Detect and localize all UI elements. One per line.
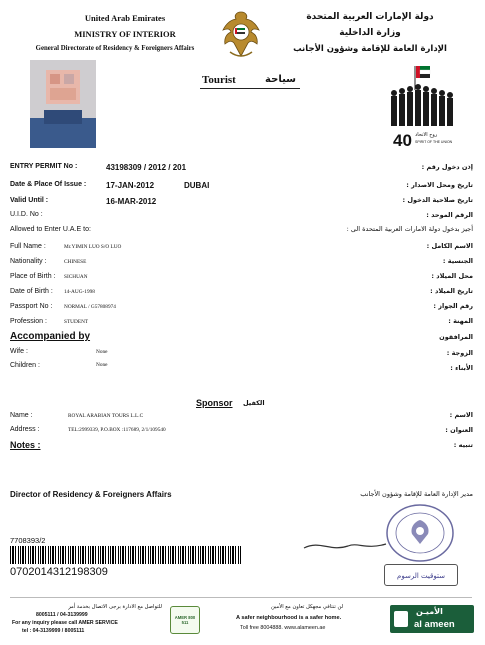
profession-label: Profession : <box>10 318 47 325</box>
children-label: Children : <box>10 362 40 369</box>
allowed-label: Allowed to Enter U.A.E to: <box>10 226 91 233</box>
director-title-ar: مدير الإدارة العامة للإقامة وشؤون الأجانب <box>360 490 473 498</box>
full-name-label: Full Name : <box>10 243 46 250</box>
uae-emblem <box>218 8 264 62</box>
alameen-logo <box>390 605 474 633</box>
header-ministry-ar: وزارة الداخلية <box>339 28 401 38</box>
full-name-value: Mr.YIMIN LUO S/O LUO <box>64 244 122 250</box>
notes-ar: تنبيه : <box>453 441 473 449</box>
sponsor-name-value: ROYAL ARABIAN TOURS L.L.C <box>68 413 144 419</box>
footer-left-line1: 8005111 / 04-3139999 <box>36 612 88 618</box>
footer-left-line3: tel : 04-3139999 / 8005111 <box>22 628 85 634</box>
applicant-photo <box>30 60 96 148</box>
barcode <box>10 546 242 564</box>
dob-value: 14-AUG-1998 <box>64 289 95 295</box>
footer-mid-ar: لن تنتافي مجهكل تعاون مع الأمين <box>270 604 344 610</box>
amer-logo-text: AMER 800 511 <box>174 615 196 625</box>
dob-ar: تاريخ الميلاد : <box>430 287 473 295</box>
director-title-en: Director of Residency & Foreigners Affairs <box>10 490 172 499</box>
birth-place-value: SICHUAN <box>64 274 88 280</box>
fee-signature-ar <box>384 564 458 586</box>
accompanied-heading-ar: المرافقون <box>439 333 473 341</box>
visa-type-en: Tourist <box>202 74 236 86</box>
passport-value: NORMAL / G57808974 <box>64 304 116 310</box>
sponsor-name-label: Name : <box>10 412 33 419</box>
alameen-logo-ar: الأميـن <box>416 607 443 616</box>
children-value: None <box>96 362 108 368</box>
valid-until-ar: تاريخ صلاحية الدخول : <box>402 196 473 204</box>
nationality-value: CHINESE <box>64 259 87 265</box>
footer-divider <box>10 597 472 598</box>
wife-ar: الزوجة : <box>446 349 473 357</box>
passport-ar: رقم الجواز : <box>433 302 473 310</box>
notes-label: Notes : <box>10 440 41 450</box>
place-issue-value: DUBAI <box>184 181 210 190</box>
sponsor-address-label: Address : <box>10 426 40 433</box>
nationality-ar: الجنسية : <box>442 257 473 265</box>
badge-en-text: SPIRIT OF THE UNION <box>415 140 453 144</box>
uid-ar: الرقم الموحد : <box>426 211 473 219</box>
official-seal <box>384 502 456 564</box>
sponsor-address-value: TEL:2999339, P.O.BOX :117689, 2/1/109540 <box>68 427 166 433</box>
accompanied-heading: Accompanied by <box>10 331 91 342</box>
fee-signature-ar-text: ستوقيت الرسوم <box>397 572 445 580</box>
amer-logo <box>170 606 200 634</box>
header-ministry-en: MINISTRY OF INTERIOR <box>74 29 176 39</box>
birth-place-label: Place of Birth : <box>10 273 56 280</box>
wife-value: None <box>96 349 108 355</box>
header-directorate-en: General Directorate of Residency & Foreigners Affairs <box>35 45 195 52</box>
date-place-issue-ar: تاريخ ومحل الاصدار : <box>406 181 473 189</box>
header-country-ar: دولة الإمارات العربية المتحدة <box>306 12 434 22</box>
barcode-top-number: 7708393/2 <box>10 536 46 545</box>
sponsor-address-ar: العنوان : <box>445 426 473 434</box>
entry-permit-value: 43198309 / 2012 / 201 <box>106 163 187 172</box>
sponsor-heading: Sponsor <box>196 398 233 408</box>
header-country-en: United Arab Emirates <box>84 13 166 23</box>
entry-permit-ar: إذن دخول رقم : <box>421 163 473 171</box>
profession-ar: المهنة : <box>448 317 473 325</box>
badge-ar-text: روح الاتحاد <box>415 132 438 138</box>
visa-type-title <box>200 74 300 89</box>
dob-label: Date of Birth : <box>10 288 53 295</box>
footer-mid-line1: A safer neighbourhood is a safer home. <box>236 615 342 621</box>
valid-until-label: Valid Until : <box>10 197 49 204</box>
header-directorate-ar: الإدارة العامة للإقامة وشؤون الأجانب <box>293 44 447 54</box>
visa-type-ar: سياحة <box>265 74 296 85</box>
alameen-logo-en: al ameen <box>414 619 455 630</box>
footer-mid-line2: Toll free 8004888. www.alameen.ae <box>240 625 326 631</box>
full-name-ar: الاسم الكامل : <box>426 242 473 250</box>
children-ar: الأبناء : <box>450 364 473 372</box>
passport-label: Passport No : <box>10 303 53 310</box>
birth-place-ar: محل الميلاد : <box>431 272 473 280</box>
date-place-issue-label: Date & Place Of Issue : <box>10 181 87 188</box>
footer-left-line2: For any inquiry please call AMER SERVICE <box>12 620 118 626</box>
wife-label: Wife : <box>10 348 28 355</box>
sponsor-name-ar: الاسم : <box>449 411 473 419</box>
footer-left-ar: للتواصل مع الادارة برجى الاتصال بخدمة أمر <box>68 604 162 610</box>
nationality-label: Nationality : <box>10 258 47 265</box>
date-issue-value: 17-JAN-2012 <box>106 181 155 190</box>
valid-until-value: 16-MAR-2012 <box>106 197 157 206</box>
uid-label: U.I.D. No : <box>10 211 43 218</box>
spirit-of-union-badge <box>385 60 465 160</box>
badge-number: 40 <box>393 131 412 150</box>
sponsor-heading-ar: الكفيل <box>243 399 265 407</box>
allowed-ar: أجيز بدخول دولة الامارات العربية المتحدة الى : <box>346 225 473 233</box>
barcode-bottom-number: 0702014312198309 <box>10 566 108 578</box>
signature-stroke <box>300 536 390 556</box>
entry-permit-label: ENTRY PERMIT No : <box>10 163 78 170</box>
alameen-logo-icon <box>394 611 408 627</box>
profession-value: STUDENT <box>64 319 89 325</box>
